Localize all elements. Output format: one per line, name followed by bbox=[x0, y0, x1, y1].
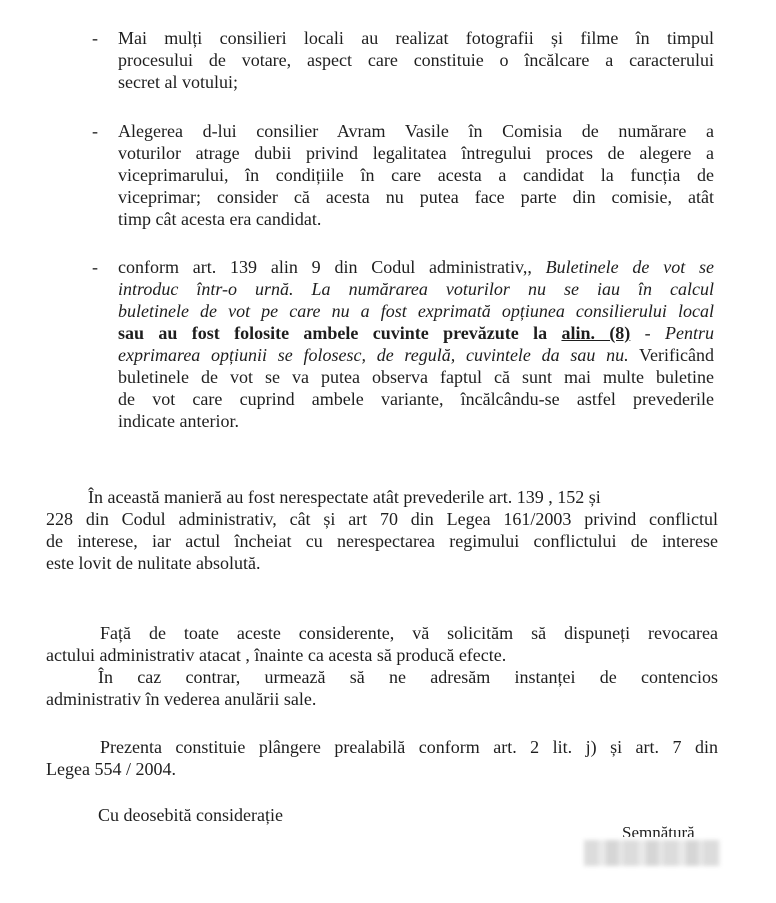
bullet-line: voturilor atrage dubii privind legalitatea întregului proces de alegere a bbox=[118, 143, 714, 163]
paragraph-line: de interese, iar actul încheiat cu nerespectarea regimului conflictului de interese bbox=[46, 531, 718, 551]
bullet-line: de vot care cuprind ambele variante, încălcându-se astfel prevederile bbox=[118, 389, 714, 409]
quoted-law-text: - Pentru bbox=[644, 323, 715, 343]
bullet-line bbox=[118, 322, 714, 344]
bullet-line: viceprimarului, în condițiile în care acesta a candidat la funcția de bbox=[118, 165, 714, 185]
paragraph-contrary bbox=[46, 666, 718, 710]
bullet-text bbox=[118, 256, 714, 432]
legal-reference-text: conform art. 139 alin 9 din Codul administrativ,, bbox=[118, 257, 532, 277]
bullet-dash: - bbox=[92, 28, 98, 48]
bullet-line: viceprimar; consider că acesta nu putea face parte din comisie, atât bbox=[118, 187, 714, 207]
quoted-law-text: Buletinele de vot se bbox=[545, 257, 714, 277]
quoted-law-text: introduc într-o urnă. La numărarea voturilor nu se iau în calcul bbox=[118, 279, 714, 299]
bullet-line: timp cât acesta era candidat. bbox=[118, 209, 322, 229]
bullet-text bbox=[118, 27, 714, 93]
bullet-line: Mai mulți consilieri locali au realizat fotografii și filme în timpul bbox=[118, 28, 714, 48]
paragraph-line: actului administrativ atacat , înainte ca acesta să producă efecte. bbox=[46, 645, 507, 665]
bullet-line: Alegerea d-lui consilier Avram Vasile în Comisia de numărare a bbox=[118, 121, 714, 141]
bullet-dash: - bbox=[92, 121, 98, 141]
bullet-line: indicate anterior. bbox=[118, 411, 239, 431]
paragraph-line: 228 din Codul administrativ, cât și art 70 din Legea 161/2003 privind conflictul bbox=[46, 509, 718, 529]
paragraph-request bbox=[46, 622, 718, 666]
paragraph-line: Prezenta constituie plângere prealabilă conform art. 2 lit. j) și art. 7 din bbox=[100, 737, 718, 757]
signature-label: Semnătură bbox=[622, 823, 695, 837]
bullet-line bbox=[118, 256, 714, 278]
quoted-law-text: exprimarea opțiunii se folosesc, de regulă, cuvintele da sau nu. bbox=[118, 345, 629, 365]
bullet-dash: - bbox=[92, 257, 98, 277]
paragraph-line: administrativ în vederea anulării sale. bbox=[46, 689, 317, 709]
bullet-line: buletinele de vot se va putea observa faptul că sunt mai multe buletine bbox=[118, 367, 714, 387]
bullet-text-plain: Verificând bbox=[639, 345, 714, 365]
paragraph-line: este lovit de nulitate absolută. bbox=[46, 553, 261, 573]
closing-salutation: Cu deosebită considerație bbox=[98, 805, 283, 825]
paragraph-line: Față de toate aceste considerente, vă solicităm să dispuneți revocarea bbox=[100, 623, 718, 643]
bullet-line: procesului de votare, aspect care constituie o încălcare a caracterului bbox=[118, 50, 714, 70]
quoted-law-text: buletinele de vot pe care nu a fost exprimată opțiunea consilierului local bbox=[118, 301, 714, 321]
bullet-line: secret al votului; bbox=[118, 72, 238, 92]
redacted-signature bbox=[584, 840, 720, 866]
paragraph-line: Legea 554 / 2004. bbox=[46, 759, 176, 779]
paragraph-legal-basis bbox=[46, 736, 718, 780]
paragraph-line: În această manieră au fost nerespectate atât prevederile art. 139 , 152 și bbox=[88, 487, 601, 507]
paragraph-violations bbox=[46, 486, 718, 574]
bold-law-text: sau au fost folosite ambele cuvinte prevăzute la bbox=[118, 323, 548, 343]
bullet-line bbox=[118, 344, 714, 366]
bullet-text bbox=[118, 120, 714, 230]
paragraph-line: În caz contrar, urmează să ne adresăm instanței de contencios bbox=[98, 667, 718, 687]
article-reference-link[interactable]: alin. (8) bbox=[561, 323, 631, 343]
